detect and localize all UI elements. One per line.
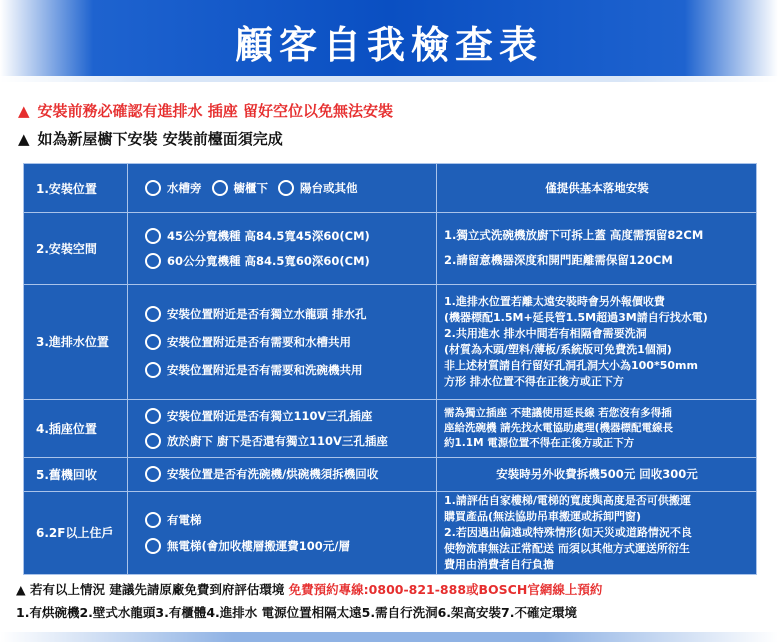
warning-line-1 [18,100,393,121]
options-cell [129,284,437,399]
warning-line-2 [18,128,283,149]
footer-conditions-line: 1.有烘碗機2.壁式水龍頭3.有櫃體4.進排水 電源位置相隔太遠5.需自行洗洞6.架高安裝7.不確定環境 [16,605,577,620]
option-share-dishwasher[interactable] [145,362,436,378]
notes-cell [438,457,756,491]
option-sink-side[interactable] [145,180,202,196]
warning-triangle-icon: ▲ [18,130,30,148]
notes-cell [438,164,756,212]
radio-circle-icon[interactable] [145,253,161,269]
option-no-elevator[interactable] [145,538,436,554]
note-line: 非上述材質請自行留好孔洞孔洞大小為100*50mm [444,358,698,372]
row-label: 4.插座位置 [24,399,128,457]
warning-text-2: 如為新屋櫥下安裝 安裝前檯面須完成 [37,130,283,148]
row-installation-space [24,212,756,285]
radio-circle-icon[interactable] [145,180,161,196]
row-old-machine-recycle [24,457,756,492]
booking-hotline[interactable]: 免費預約專線:0800-821-888或BOSCH官網線上預約 [288,582,603,597]
page-title: 顧客自我檢查表 [234,23,543,67]
options-cell [129,457,437,491]
note-line: (機器標配1.5M+延長管1.5M超過3M請自行找水電) [444,310,708,324]
note-line: 2.請留意機器深度和開門距離需保留120CM [444,253,673,267]
note-line: 2.若因遇出偏遠或特殊情形(如天災或道路情況不良 [444,525,692,539]
note-line: 僅提供基本落地安裝 [545,180,649,195]
note-line: 方形 排水位置不得在正後方或正下方 [444,374,624,388]
notes-cell [438,284,756,399]
row-upper-floor [24,491,756,574]
row-socket-position [24,399,756,458]
radio-circle-icon[interactable] [145,538,161,554]
note-line: 安裝時另外收費拆機500元 回收300元 [496,466,698,481]
radio-circle-icon[interactable] [145,466,161,482]
option-label: 櫥櫃下 [233,181,268,195]
options-cell [129,212,437,284]
option-label: 安裝位置附近是否有獨立水龍頭 排水孔 [167,306,367,321]
option-balcony-other[interactable] [278,180,358,196]
radio-circle-icon[interactable] [145,512,161,528]
options-cell [129,491,437,574]
note-line: 需為獨立插座 不建議使用延長線 若您沒有多得插 [444,406,672,419]
row-label: 2.安裝空間 [24,212,128,284]
option-label: 水槽旁 [167,181,202,195]
notes-cell [438,212,756,284]
note-line: 約1.1M 電源位置不得在正後方或正下方 [444,436,635,449]
note-line: 2.共用進水 排水中間若有相隔會需要洗洞 [444,326,647,340]
option-has-elevator[interactable] [145,512,436,528]
option-label: 有電梯 [167,512,202,527]
note-line: (材質為木頭/塑料/薄板/系統版可免費洗1個洞) [444,342,672,356]
note-line: 座給洗碗機 請先找水電協助處理(機器標配電線長 [444,421,673,434]
radio-circle-icon[interactable] [145,228,161,244]
radio-circle-icon[interactable] [145,433,161,449]
note-line: 購買產品(無法協助吊車搬運或拆卸門窗) [444,509,642,523]
option-under-cabinet[interactable] [212,180,269,196]
row-label: 5.舊機回收 [24,457,128,491]
option-45cm-model[interactable] [145,228,436,244]
options-cell [129,164,437,212]
checklist-table [23,163,757,575]
row-label: 1.安裝位置 [24,164,128,212]
option-under-cabinet-socket[interactable] [145,433,436,449]
radio-circle-icon[interactable] [145,334,161,350]
option-label: 陽台或其他 [300,181,358,195]
option-label: 安裝位置附近是否有需要和洗碗機共用 [167,362,363,377]
option-label: 60公分寬機種 高84.5寬60深60(CM) [167,253,370,268]
option-label: 45公分寬機種 高84.5寬45深60(CM) [167,228,370,243]
footer-prefix: ▲ 若有以上情況 建議先請原廠免費到府評估環境 [16,582,289,597]
bottom-decor-bar [0,632,778,642]
warning-text-1: 安裝前務必確認有進排水 插座 留好空位以免無法安裝 [37,102,393,120]
note-line: 1.獨立式洗碗機放廚下可拆上蓋 高度需預留82CM [444,228,704,242]
note-line: 1.進排水位置若離太遠安裝時會另外報價收費 [444,294,665,308]
radio-circle-icon[interactable] [278,180,294,196]
options-cell [129,399,437,457]
option-label: 無電梯(會加收樓層搬運費100元/層 [167,538,350,553]
header-banner [0,0,778,82]
option-independent-socket[interactable] [145,408,436,424]
note-line: 使物流車無法正常配送 而須以其他方式運送所衍生 [444,541,690,555]
radio-circle-icon[interactable] [212,180,228,196]
option-label: 放於廚下 廚下是否還有獨立110V三孔插座 [167,433,388,448]
option-label: 安裝位置附近是否有獨立110V三孔插座 [167,408,373,423]
warning-triangle-icon: ▲ [18,102,30,120]
option-independent-faucet[interactable] [145,306,436,322]
note-line: 1.請評估自家樓梯/電梯的寬度與高度是否可供搬運 [444,493,691,507]
radio-circle-icon[interactable] [145,306,161,322]
option-label: 安裝位置是否有洗碗機/烘碗機須拆機回收 [167,467,379,481]
footer-booking-line [16,580,602,598]
option-label: 安裝位置附近是否有需要和水槽共用 [167,334,351,349]
notes-cell [438,491,756,574]
row-installation-location [24,164,756,213]
option-share-sink[interactable] [145,334,436,350]
option-60cm-model[interactable] [145,253,436,269]
row-label: 3.進排水位置 [24,284,128,399]
row-water-position [24,284,756,400]
notes-cell [438,399,756,457]
radio-circle-icon[interactable] [145,362,161,378]
radio-circle-icon[interactable] [145,408,161,424]
note-line: 費用由消費者自行負擔 [444,557,554,571]
option-recycle-old[interactable] [145,466,436,482]
row-label: 6.2F以上住戶 [24,491,128,574]
